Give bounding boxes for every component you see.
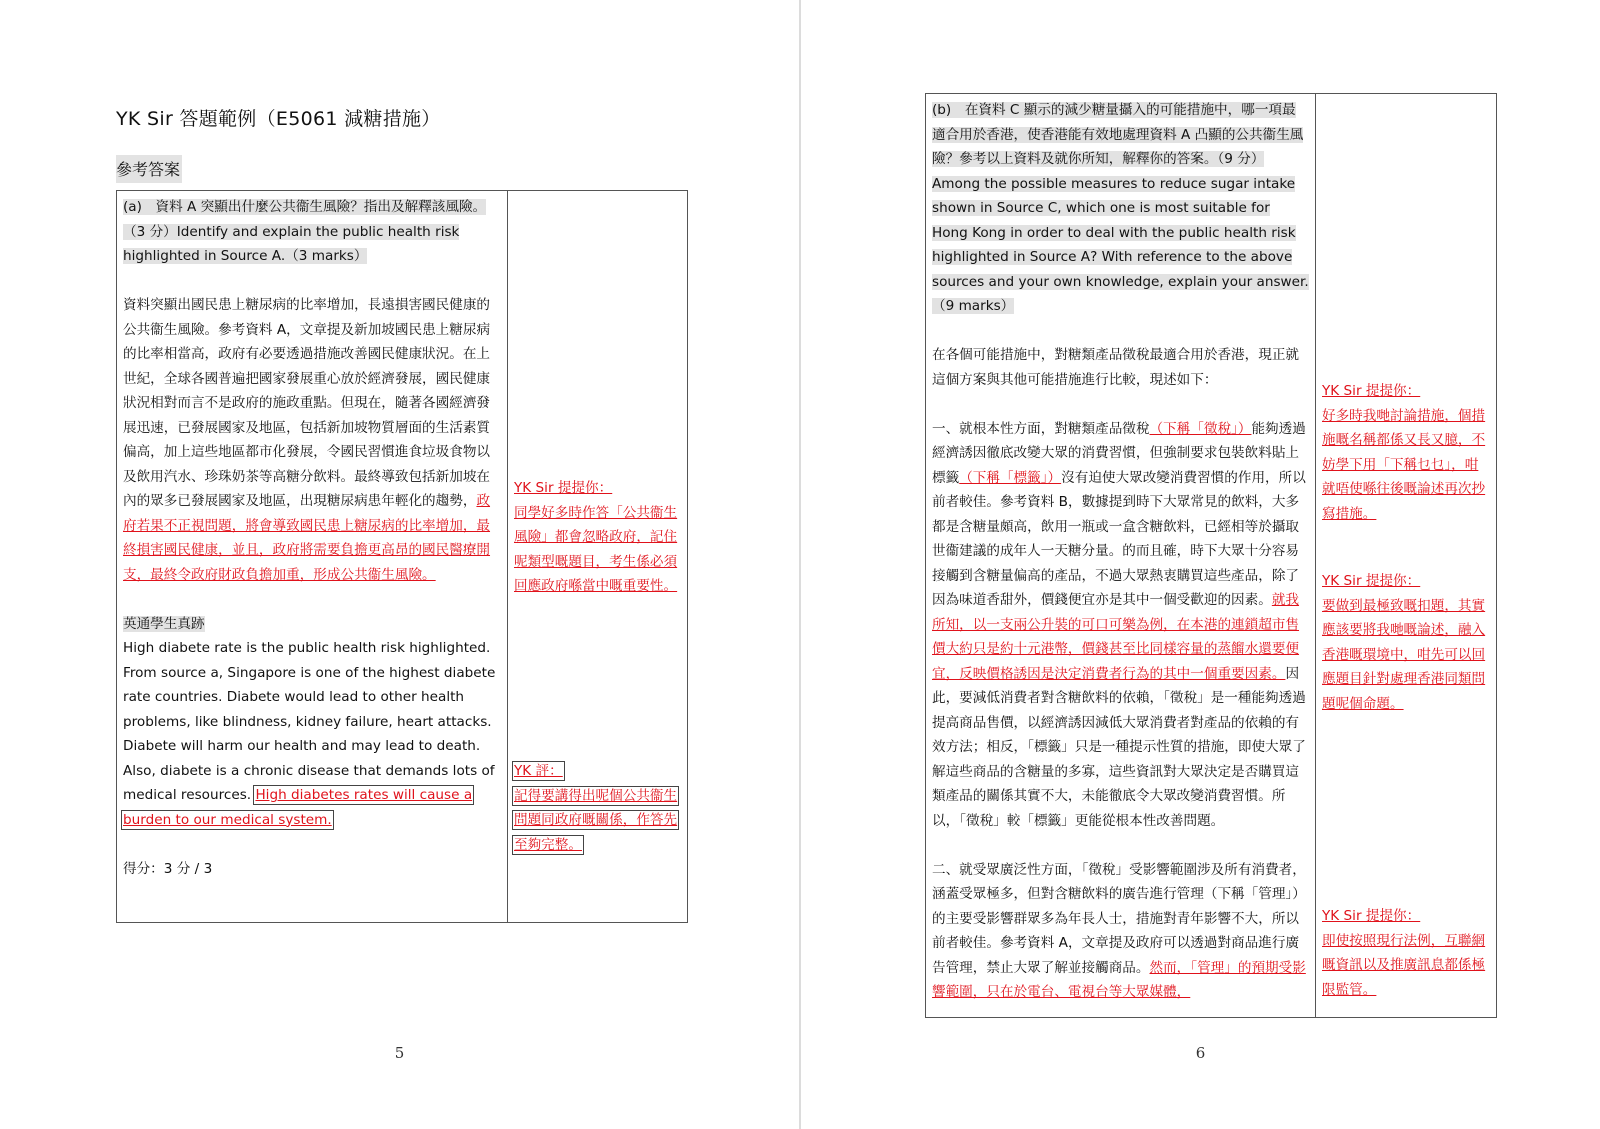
point-one: 一、就根本性方面，對糖類產品徵稅（下稱「徵稅」）能夠透過經濟誘因徹底改變大眾的消費習慣，但強制要求包裝飲料貼上標籤（下稱「標籤」）沒有迫使大眾改變消費習慣的作用，所以前者較佳。參考資料 B，數據提到時下大眾常見的飲料，大多都是含糖量頗高，飲用一瓶或一盒含糖飲料，已經相等於攝取世衞建議的成年人一天糖分量。的而且確，時下大眾十分容易接觸到含糖量偏高的產品，不過大眾熱衷購買這些產品，除了因為味道香甜外，價錢便宜亦是其中一個受歡迎的因素。就我所知，以一支兩公升裝的可口可樂為例，在本港的連鎖超市售價大約只是約十元港幣，價錢甚至比同樣容量的蒸餾水還要便宜，反映價格誘因是決定消費者行為的其中一個重要因素。因此，要減低消費者對含糖飲料的依賴，「徵稅」是一種能夠透過提高商品售價，以經濟誘因減低大眾消費者對產品的依賴的有效方法；相反，「標籤」只是一種提示性質的措施，即使大眾了解這些商品的含糖量的多寡，這些資訊對大眾決定是否購買這類產品的關係其實不大，未能徹底令大眾改變消費習慣。所以，「徵稅」較「標籤」更能從根本性改善問題。	[932, 420, 1306, 829]
comment-column	[508, 191, 688, 923]
comment-note-3: YK Sir 提提你： 即使按照現行法例，互聯網嘅資訊以及推廣訊息都係極限監管。	[1322, 908, 1486, 998]
page-6	[801, 0, 1600, 1129]
student-answer: High diabete rate is the public health risk highlighted. From source a, Singapore is one of the highest diabete rate countries. Diabete would lead to other health problems, like blindness, kidney failure, heart attacks. Diabete will harm our health and may lead to death. Also, diabete is a chronic disease that demands lots of medical resources. High diabetes rates will cause a burden to our medical system.	[123, 640, 496, 828]
page-5	[0, 0, 799, 1129]
comment-note-2: YK Sir 提提你： 要做到最極致嘅扣題，其實應該要將我哋嘅論述，融入香港嘅環境中，咁先可以回應題目針對處理香港同類問題呢個命題。	[1322, 573, 1486, 712]
model-answer-a: 資料突顯出國民患上糖尿病的比率增加，長遠損害國民健康的公共衞生風險。參考資料 A，文章提及新加坡國民患上糖尿病的比率相當高，政府有必要透過措施改善國民健康狀況。在上世紀，全球各國普遍把國家發展重心放於經濟發展，國民健康狀況相對而言不是政府的施政重點。但現在，隨著各國經濟發展迅速，已發展國家及地區，包括新加坡物質層面的生活素質偏高，加上這些地區都市化發展，令國民習慣進食垃圾食物以及飲用汽水、珍珠奶茶等高糖分飲料。最終導致包括新加坡在內的眾多已發展國家及地區，出現糖尿病患年輕化的趨勢，政府若果不正視問題，將會導致國民患上糖尿病的比率增加，最終損害國民健康，並且，政府將需要負擔更高昂的國民醫療開支，最終令政府財政負擔加重，形成公共衞生風險。	[123, 297, 491, 583]
question-b: (b) 在資料 C 顯示的減少糖量攝入的可能措施中，哪一項最適合用於香港，使香港能有效地處理資料 A 凸顯的公共衞生風險？參考以上資料及就你所知，解釋你的答案。（9 分）Among the possible measures to reduce sugar intake shown in Source C, which one is most suitable for Hong Kong in order to deal with the public health risk highlighted in Source A? With reference to the above sources and your own knowledge, explain your answer.（9 marks）	[932, 102, 1309, 314]
comment-note-2: YK 評： 記得要講得出呢個公共衞生問題同政府嘅關係，作答先至夠完整。	[514, 763, 678, 853]
answer-table-b	[925, 93, 1497, 1018]
intro-paragraph: 在各個可能措施中，對糖類產品徵稅最適合用於香港，現正就這個方案與其他可能措施進行比較，現述如下：	[932, 347, 1300, 388]
page-number: 6	[1195, 1044, 1206, 1062]
score: 得分：3 分 / 3	[123, 860, 213, 877]
question-a: (a) 資料 A 突顯出什麼公共衞生風險？指出及解釋該風險。（3 分）Identify and explain the public health risk highlighted in Source A.（3 marks）	[123, 199, 487, 264]
answer-column	[926, 94, 1316, 1018]
comment-note-1: YK Sir 提提你： 好多時我哋討論措施，個措施嘅名稱都係又長又臆，不妨學下用「下稱乜乜」，咁就唔使喺往後嘅論述再次抄寫措施。	[1322, 383, 1486, 522]
comment-column	[1316, 94, 1497, 1018]
comment-note-1: YK Sir 提提你： 同學好多時作答「公共衞生風險」都會忽略政府，記住呢類型嘅題目，考生係必須回應政府喺當中嘅重要性。	[514, 480, 678, 594]
document-title: YK Sir 答題範例（E5061 減糖措施）	[116, 108, 441, 130]
answer-table-a	[116, 190, 688, 923]
page-number: 5	[394, 1044, 405, 1062]
section-label: 參考答案	[116, 155, 182, 183]
point-two: 二、就受眾廣泛性方面，「徵稅」受影響範圍涉及所有消費者，涵蓋受眾極多，但對含糖飲料的廣告進行管理（下稱「管理」）的主要受影響群眾多為年長人士，措施對青年影響不大，所以前者較佳。參考資料 A，文章提及政府可以透過對商品進行廣告管理，禁止大眾了解並接觸商品。然而，「管理」的預期受影響範圍，只在於電台、電視台等大眾媒體，	[932, 861, 1306, 1000]
answer-column	[117, 191, 508, 923]
student-heading: 英通學生真跡	[123, 615, 205, 632]
